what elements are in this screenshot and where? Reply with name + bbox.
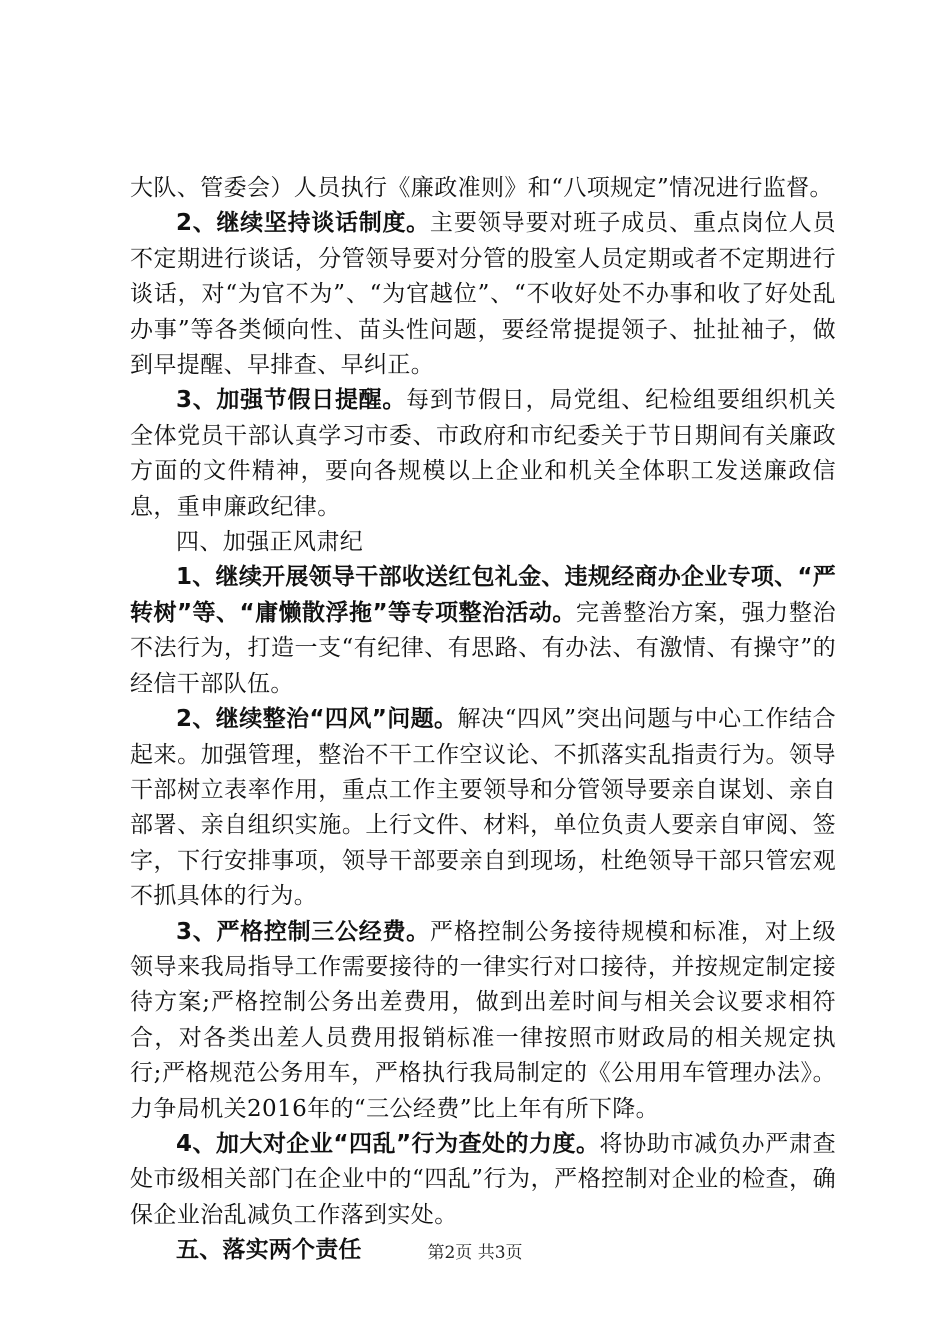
paragraph-text: 大队、管委会）人员执行《廉政准则》和“八项规定”情况进行监督。 bbox=[130, 175, 833, 201]
paragraph-text: 将协助市减负办严肃查处市级相关部门在企业中的“四乱”行为，严格控制对企业的检查，确保企业治乱减负工作落到实处。 bbox=[130, 1130, 836, 1228]
paragraph-heading: 五、落实两个责任 bbox=[176, 1237, 362, 1264]
page-number: 第2页 共3页 bbox=[427, 1243, 523, 1263]
paragraph-text: 主要领导要对班子成员、重点岗位人员不定期进行谈话，分管领导要对分管的股室人员定期或者不定期进行谈话，对“为官不为”、“为官越位”、“不收好处不办事和收了好处乱办事”等各类倾向性、苗头性问题，要经常提提领子、扯扯袖子，做到早提醒、早排查、早纠正。 bbox=[130, 210, 836, 379]
document-body bbox=[130, 171, 836, 1269]
paragraph-text: 解决“四风”突出问题与中心工作结合起来。加强管理，整治不干工作空议论、不抓落实乱指责行为。领导干部树立表率作用，重点工作主要领导和分管领导要亲自谋划、亲自部署、亲自组织实施。上行文件、材料，单位负责人要亲自审阅、签字，下行安排事项，领导干部要亲自到现场，杜绝领导干部只管宏观不抓具体的行为。 bbox=[130, 706, 836, 910]
paragraph-heading: 3、加强节假日提醒。 bbox=[176, 387, 407, 414]
paragraph-heading: 2、继续坚持谈话制度。 bbox=[176, 210, 430, 237]
section-heading-4 bbox=[130, 525, 836, 560]
paragraph-text: 完善整治方案，强力整治不法行为，打造一支“有纪律、有思路、有办法、有激情、有操守”的经信干部队伍。 bbox=[130, 599, 836, 697]
paragraph-text: 严格控制公务接待规模和标准，对上级领导来我局指导工作需要接待的一律实行对口接待，并按规定制定接待方案;严格控制公务出差费用，做到出差时间与相关会议要求相符合，对各类出差人员费用报销标准一律按照市财政局的相关规定执行;严格规范公务用车，严格执行我局制定的《公用用车管理办法》。力争局机关2016年的“三公经费”比上年有所下降。 bbox=[130, 918, 836, 1122]
paragraph-special-rectification bbox=[130, 560, 836, 702]
paragraph-continuation bbox=[130, 171, 836, 206]
paragraph-text: 每到节假日，局党组、纪检组要组织机关全体党员干部认真学习市委、市政府和市纪委关于节日期间有关廉政方面的文件精神，要向各规模以上企业和机关全体职工发送廉政信息，重申廉政纪律。 bbox=[130, 387, 836, 520]
paragraph-heading: 2、继续整治“四风”问题。 bbox=[176, 706, 458, 733]
paragraph-heading: 4、加大对企业“四乱”行为查处的力度。 bbox=[176, 1130, 600, 1157]
paragraph-text: 四、加强正风肃纪 bbox=[176, 529, 364, 556]
paragraph-four-chaos bbox=[130, 1127, 836, 1233]
paragraph-heading: 1、继续开展领导干部收送红包礼金、违规经商办企业专项、“严转树”等、“庸懒散浮拖”等专项整治活动。 bbox=[130, 564, 836, 626]
page-footer bbox=[0, 1238, 950, 1263]
paragraph-three-public-expenses bbox=[130, 915, 836, 1127]
paragraph-talk-system bbox=[130, 206, 836, 383]
paragraph-heading: 3、严格控制三公经费。 bbox=[176, 918, 430, 945]
paragraph-holiday-reminder bbox=[130, 383, 836, 525]
paragraph-four-styles bbox=[130, 702, 836, 914]
